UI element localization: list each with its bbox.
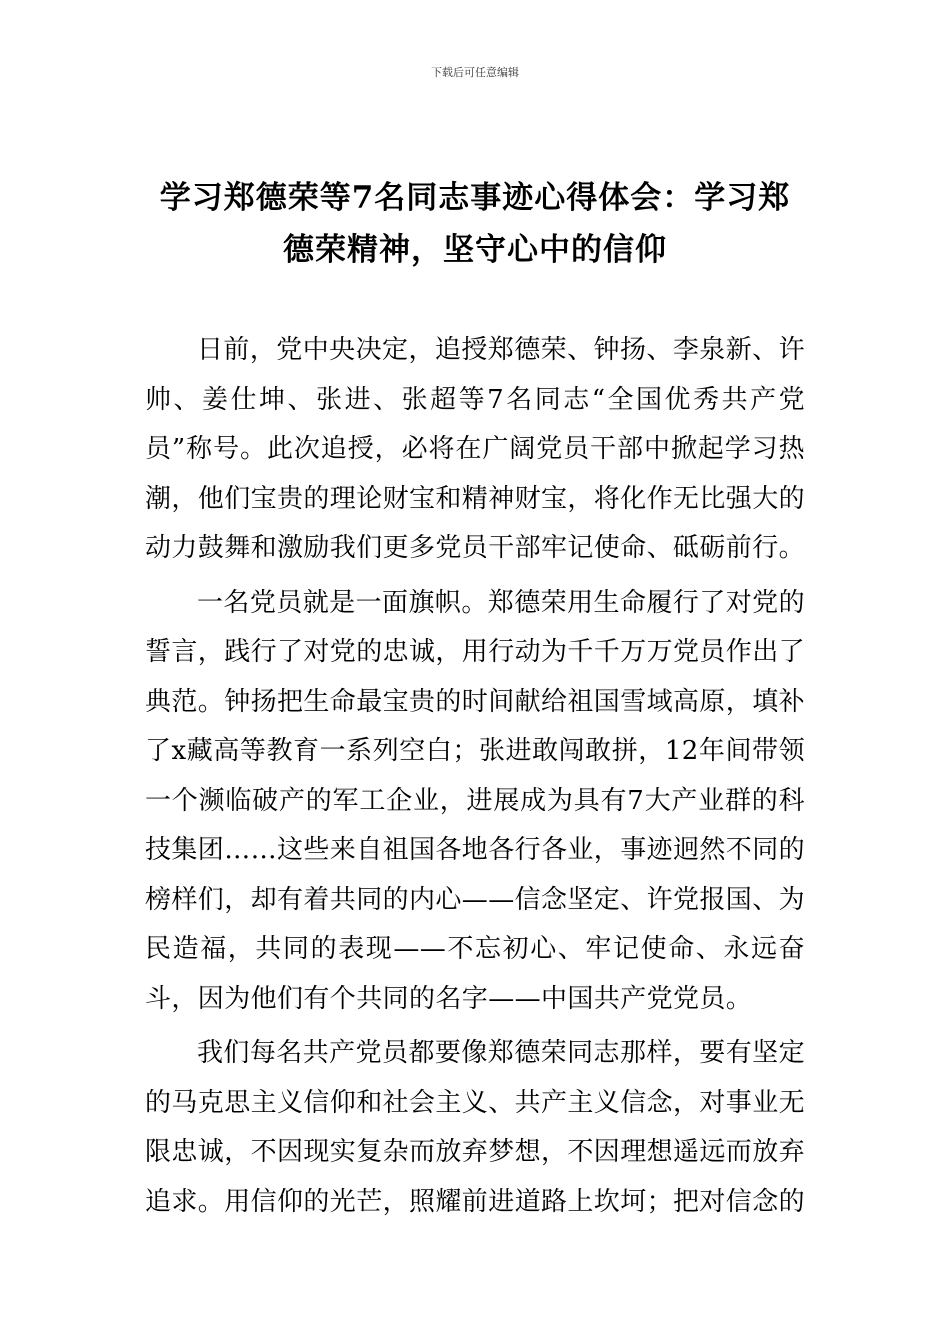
document-body — [145, 326, 805, 1232]
document-title: 学习郑德荣等7名同志事迹心得体会：学习郑德荣精神，坚守心中的信仰 — [159, 180, 791, 268]
paragraph: 我们每名共产党员都要像郑德荣同志那样，要有坚定的马克思主义信仰和社会主义、共产主义信念，对事业无限忠诚，不因现实复杂而放弃梦想，不因理想遥远而放弃追求。用信仰的光芒，照耀前进道路上坎坷；把对信念的 — [145, 1038, 806, 1217]
paragraph: 日前，党中央决定，追授郑德荣、钟扬、李泉新、许帅、姜仕坤、张进、张超等7名同志“全国优秀共产党员”称号。此次追授，必将在广阔党员干部中掀起学习热潮，他们宝贵的理论财宝和精神财宝，将化作无比强大的动力鼓舞和激励我们更多党员干部牢记使命、砥砺前行。 — [145, 335, 806, 563]
page-header-note: 下载后可任意编辑 — [431, 66, 519, 79]
paragraph: 一名党员就是一面旗帜。郑德荣用生命履行了对党的誓言，践行了对党的忠诚，用行动为千千万万党员作出了典范。钟扬把生命最宝贵的时间献给祖国雪域高原，填补了x藏高等教育一系列空白；张进敢闯敢拼，12年间带领一个濒临破产的军工企业，进展成为具有7大产业群的科技集团……这些来自祖国各地各行各业，事迹迥然不同的榜样们，却有着共同的内心——信念坚定、许党报国、为民造福，共同的表现——不忘初心、牢记使命、永远奋斗，因为他们有个共同的名字——中国共产党党员。 — [145, 587, 806, 1014]
